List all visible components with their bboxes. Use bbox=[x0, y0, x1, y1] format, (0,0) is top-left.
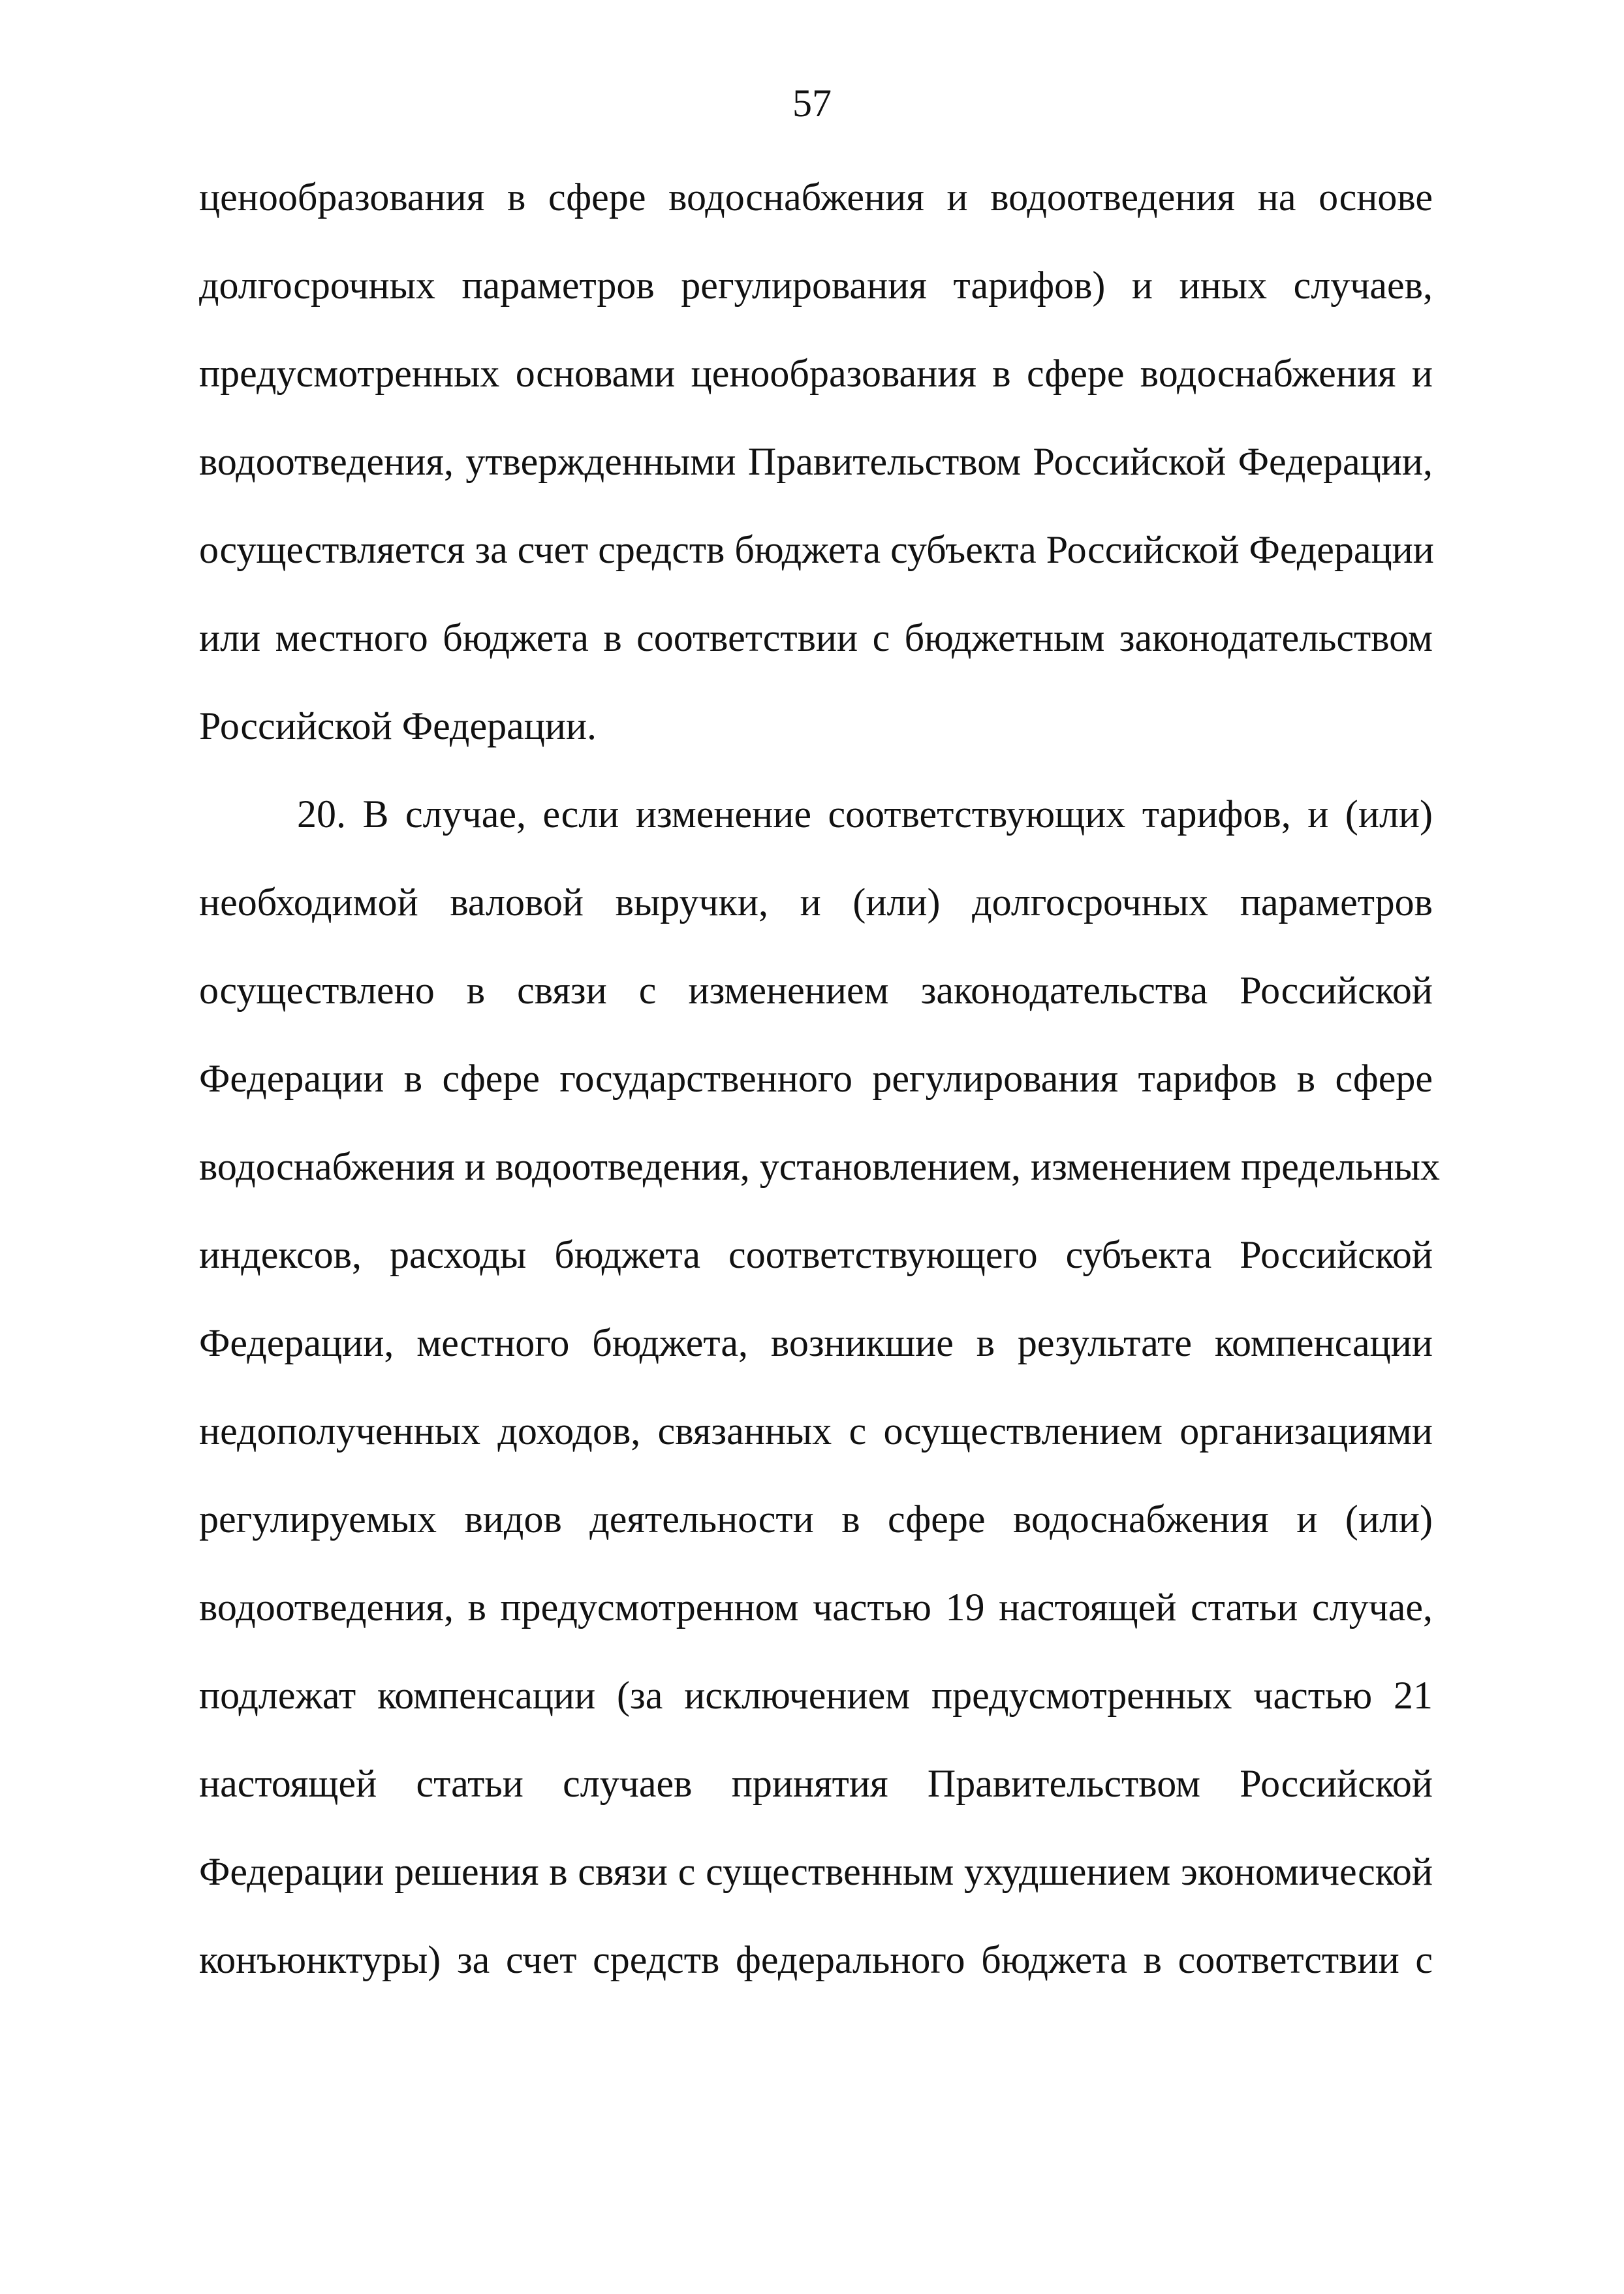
text-line: 20. В случае, если изменение соответствующих тарифов, и (или) bbox=[297, 793, 1433, 836]
text-line: Российской Федерации. bbox=[199, 704, 597, 747]
text-line: водоотведения, в предусмотренном частью 19 настоящей статьи случае, bbox=[199, 1586, 1433, 1629]
text-line: водоотведения, утвержденными Правительством Российской Федерации, bbox=[199, 440, 1433, 483]
text-line: предусмотренных основами ценообразования в сфере водоснабжения и bbox=[199, 352, 1433, 395]
text-line: или местного бюджета в соответствии с бюджетным законодательством bbox=[199, 616, 1433, 659]
text-line: индексов, расходы бюджета соответствующего субъекта Российской bbox=[199, 1233, 1433, 1276]
text-line: Федерации решения в связи с существенным ухудшением экономической bbox=[199, 1850, 1433, 1893]
text-line: долгосрочных параметров регулирования тарифов) и иных случаев, bbox=[199, 264, 1433, 307]
text-line: Федерации в сфере государственного регулирования тарифов в сфере bbox=[199, 1057, 1433, 1100]
text-line: ценообразования в сфере водоснабжения и водоотведения на основе bbox=[199, 176, 1433, 219]
text-line: регулируемых видов деятельности в сфере водоснабжения и (или) bbox=[199, 1498, 1433, 1541]
text-line: настоящей статьи случаев принятия Правительством Российской bbox=[199, 1762, 1433, 1805]
text-line: осуществляется за счет средств бюджета субъекта Российской Федерации bbox=[199, 528, 1434, 571]
text-line: недополученных доходов, связанных с осуществлением организациями bbox=[199, 1409, 1433, 1453]
text-line: осуществлено в связи с изменением законодательства Российской bbox=[199, 969, 1433, 1012]
text-line: конъюнктуры) за счет средств федерального бюджета в соответствии с bbox=[199, 1938, 1433, 1981]
page-number: 57 bbox=[792, 82, 832, 125]
text-line: Федерации, местного бюджета, возникшие в результате компенсации bbox=[199, 1321, 1433, 1364]
text-line: водоснабжения и водоотведения, установлением, изменением предельных bbox=[199, 1145, 1440, 1188]
text-line: подлежат компенсации (за исключением предусмотренных частью 21 bbox=[199, 1674, 1433, 1717]
text-line: необходимой валовой выручки, и (или) долгосрочных параметров bbox=[199, 881, 1433, 924]
